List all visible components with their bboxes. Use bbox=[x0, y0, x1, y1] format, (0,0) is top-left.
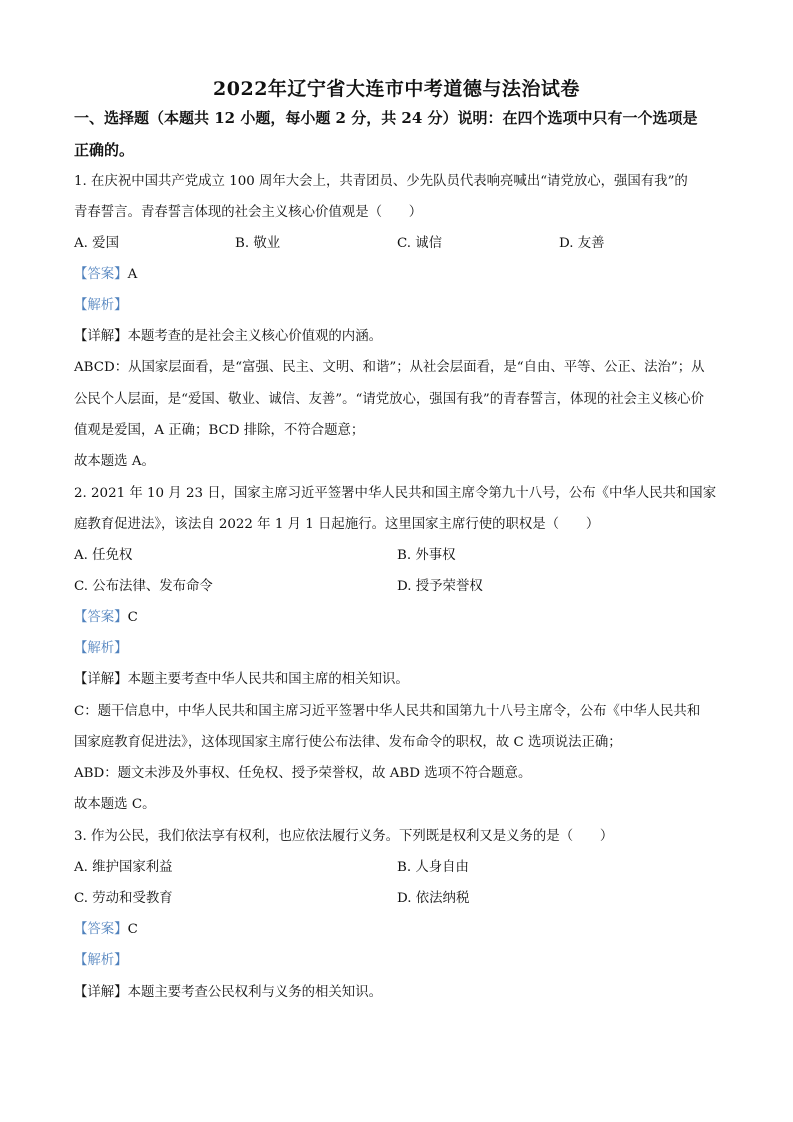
question-2-stem-cont: 庭教育促进法》，该法自 2022 年 1 月 1 日起施行。这里国家主席行使的职权是（ ） bbox=[74, 517, 600, 532]
answer-label: 【答案】 bbox=[74, 267, 128, 282]
question-2-answer bbox=[74, 610, 138, 626]
question-2-option-d: D. 授予荣誉权 bbox=[397, 579, 483, 594]
question-1-detail bbox=[74, 329, 382, 345]
answer-label: 【答案】 bbox=[74, 922, 128, 937]
question-1-option-c: C. 诚信 bbox=[397, 236, 443, 251]
answer-value: C bbox=[127, 922, 138, 937]
analysis-label: 【解析】 bbox=[74, 298, 128, 313]
analysis-label: 【解析】 bbox=[74, 641, 128, 656]
question-1-explanation-line: 值观是爱国，A 正确；BCD 排除，不符合题意； bbox=[74, 423, 365, 438]
detail-label: 【详解】 bbox=[74, 329, 128, 344]
document-title: 2022年辽宁省大连市中考道德与法治试卷 bbox=[213, 78, 580, 100]
question-3-answer bbox=[74, 922, 138, 938]
question-1-explanation-line: ABCD：从国家层面看，是“富强、民主、文明、和谐”；从社会层面看，是“自由、平等、公正、法治”；从 bbox=[74, 360, 705, 375]
detail-text: 本题主要考查公民权利与义务的相关知识。 bbox=[127, 985, 382, 1000]
answer-label: 【答案】 bbox=[74, 610, 128, 625]
detail-text: 本题考查的是社会主义核心价值观的内涵。 bbox=[127, 329, 382, 344]
question-3-option-a: A. 维护国家利益 bbox=[74, 860, 173, 875]
section-heading-cont: 正确的。 bbox=[74, 141, 135, 159]
detail-label: 【详解】 bbox=[74, 985, 128, 1000]
detail-text: 本题主要考查中华人民共和国主席的相关知识。 bbox=[127, 672, 409, 687]
question-3-stem: 3. 作为公民，我们依法享有权利，也应依法履行义务。下列既是权利又是义务的是（ ） bbox=[74, 829, 614, 844]
question-2-explanation-line: 国家庭教育促进法》，这体现国家主席行使公布法律、发布命令的职权，故 C 选项说法正确； bbox=[74, 735, 622, 750]
question-1-option-d: D. 友善 bbox=[559, 236, 605, 251]
question-3-option-c: C. 劳动和受教育 bbox=[74, 891, 173, 906]
question-2-detail bbox=[74, 672, 409, 688]
question-1-conclusion: 故本题选 A。 bbox=[74, 454, 155, 469]
question-2-stem: 2. 2021 年 10 月 23 日，国家主席习近平签署中华人民共和国主席令第九十八号，公布《中华人民共和国家 bbox=[74, 486, 717, 501]
question-2-option-a: A. 任免权 bbox=[74, 548, 133, 563]
answer-value: A bbox=[127, 267, 138, 282]
question-2-option-b: B. 外事权 bbox=[397, 548, 456, 563]
section-heading: 一、选择题（本题共 12 小题，每小题 2 分，共 24 分）说明：在四个选项中只有一个选项是 bbox=[74, 109, 698, 127]
question-1-answer bbox=[74, 267, 137, 283]
question-3-detail bbox=[74, 985, 382, 1001]
question-1-stem: 1. 在庆祝中国共产党成立 100 周年大会上，共青团员、少先队员代表响亮喊出“请党放心，强国有我”的 bbox=[74, 174, 688, 189]
question-2-option-c: C. 公布法律、发布命令 bbox=[74, 579, 213, 594]
question-2-explanation-line: ABD：题文未涉及外事权、任免权、授予荣誉权，故 ABD 选项不符合题意。 bbox=[74, 766, 532, 781]
question-1-explanation-line: 公民个人层面，是“爱国、敬业、诚信、友善”。“请党放心，强国有我”的青春誓言，体现的社会主义核心价 bbox=[74, 392, 704, 407]
question-3-option-d: D. 依法纳税 bbox=[397, 891, 470, 906]
question-2-conclusion: 故本题选 C。 bbox=[74, 797, 156, 812]
question-1-option-b: B. 敬业 bbox=[235, 236, 281, 251]
question-2-analysis bbox=[74, 641, 128, 657]
question-1-stem-cont: 青春誓言。青春誓言体现的社会主义核心价值观是（ ） bbox=[74, 205, 423, 220]
question-1-analysis bbox=[74, 298, 128, 314]
analysis-label: 【解析】 bbox=[74, 953, 128, 968]
question-1-option-a: A. 爱国 bbox=[74, 236, 119, 251]
detail-label: 【详解】 bbox=[74, 672, 128, 687]
question-3-option-b: B. 人身自由 bbox=[397, 860, 469, 875]
answer-value: C bbox=[127, 610, 138, 625]
question-2-explanation-line: C：题干信息中，中华人民共和国主席习近平签署中华人民共和国第九十八号主席令，公布《中华人民共和 bbox=[74, 704, 701, 719]
question-3-analysis bbox=[74, 953, 128, 969]
